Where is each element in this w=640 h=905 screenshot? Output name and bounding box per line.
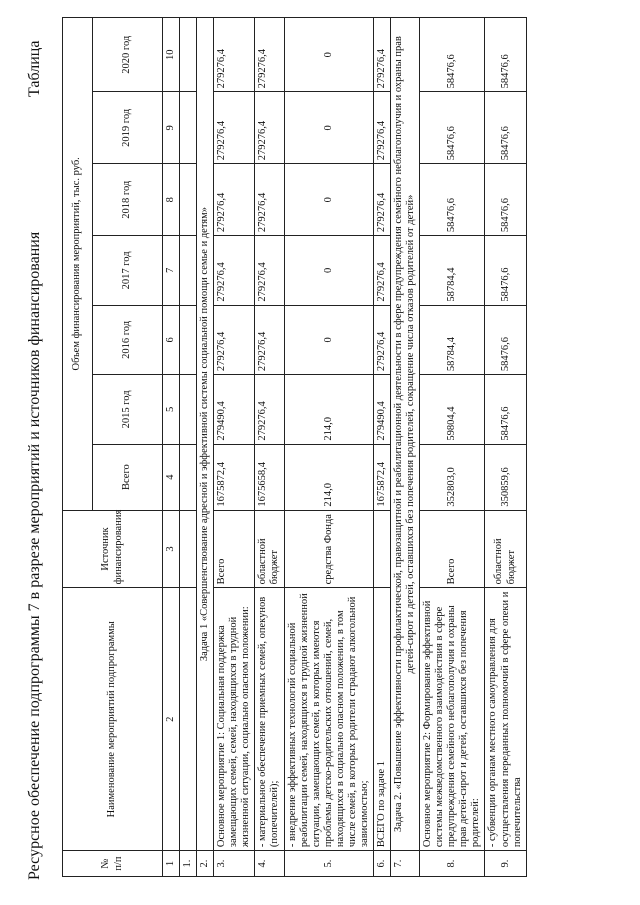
row-value: 0 xyxy=(284,236,373,306)
column-number: 8 xyxy=(163,164,180,236)
column-number: 5 xyxy=(163,375,180,445)
row-number: 7. xyxy=(391,851,420,877)
row-value: 58784,4 xyxy=(420,236,485,306)
column-number: 3 xyxy=(163,510,180,588)
col-header-year: 2018 год xyxy=(93,164,163,236)
row-value: 0 xyxy=(284,92,373,164)
document-title: Ресурсное обеспечение подпрограммы 7 в разрезе мероприятий и источников финансирования xyxy=(26,231,43,880)
row-value xyxy=(180,375,197,445)
row-value: 58476,6 xyxy=(485,92,526,164)
table-caption: Таблица xyxy=(26,40,43,97)
row-total: 350859,6 xyxy=(485,444,526,510)
row-name: - внедрение эффективных технологий социальной реабилитации семей, находящихся в трудной жизненной ситуации, замещающих семей, в которых имеются проблемы детско-родительских отношений, семей, находящихся в социально опасном положении, в том числе семей, в которых родители страдают алкогольной зависимостью; xyxy=(284,588,373,851)
row-value: 0 xyxy=(284,164,373,236)
col-header-source: Источник финансирования xyxy=(63,510,163,588)
column-number: 2 xyxy=(163,588,180,851)
row-value: 59804,4 xyxy=(420,375,485,445)
row-value: 58476,6 xyxy=(485,236,526,306)
row-value: 279276,4 xyxy=(373,236,390,306)
row-value: 58476,6 xyxy=(420,164,485,236)
col-header-name: Наименование мероприятий подпрограммы xyxy=(63,588,163,851)
row-value: 279276,4 xyxy=(255,92,284,164)
row-number: 9. xyxy=(485,851,526,877)
row-value: 279276,4 xyxy=(255,305,284,375)
row-value: 58476,6 xyxy=(485,305,526,375)
row-number: 2. xyxy=(197,851,214,877)
row-name: - материальное обеспечение приемных семей, опекунов (попечителей); xyxy=(255,588,284,851)
header-row-1 xyxy=(63,18,93,877)
row-number: 1. xyxy=(180,851,197,877)
row-value: 279276,4 xyxy=(214,236,255,306)
task-heading: Задача 2. «Повышение эффективности профилактической, правозащитной и реабилитационной деятельности в сфере предупреждения семейного неблагополучия и охраны прав детей-сирот и детей, оставшихся без попечения родителей, сокращение числа отказов родителей от детей» xyxy=(391,18,420,851)
table-row xyxy=(420,18,485,877)
row-number: 6. xyxy=(373,851,390,877)
row-value xyxy=(180,164,197,236)
column-number: 9 xyxy=(163,92,180,164)
row-total: 352803,0 xyxy=(420,444,485,510)
row-source: Всего xyxy=(420,510,485,588)
row-total: 1675872,4 xyxy=(373,444,390,510)
row-number: 4. xyxy=(255,851,284,877)
column-number: 4 xyxy=(163,444,180,510)
col-header-year: 2015 год xyxy=(93,375,163,445)
row-value: 279276,4 xyxy=(255,164,284,236)
col-header-year: 2020 год xyxy=(93,18,163,92)
row-source: Всего xyxy=(214,510,255,588)
row-source: областной бюджет xyxy=(255,510,284,588)
row-value: 279490,4 xyxy=(373,375,390,445)
row-value: 0 xyxy=(284,305,373,375)
row-total xyxy=(180,444,197,510)
task-row xyxy=(391,18,420,877)
row-value: 58476,6 xyxy=(420,18,485,92)
row-total: 214,0 xyxy=(284,444,373,510)
row-source xyxy=(373,510,390,588)
row-value: 279276,4 xyxy=(255,375,284,445)
table-row xyxy=(180,18,197,877)
table-row xyxy=(255,18,284,877)
row-value: 279276,4 xyxy=(214,18,255,92)
col-header-year: 2017 год xyxy=(93,236,163,306)
funding-table xyxy=(62,17,527,877)
col-header-year: 2016 год xyxy=(93,305,163,375)
row-value: 214,0 xyxy=(284,375,373,445)
row-number: 5. xyxy=(284,851,373,877)
row-value: 58476,6 xyxy=(485,18,526,92)
row-value: 279276,4 xyxy=(373,92,390,164)
table-row xyxy=(485,18,526,877)
table-row xyxy=(373,18,390,877)
row-name xyxy=(180,588,197,851)
column-number: 1 xyxy=(163,851,180,877)
column-number: 6 xyxy=(163,305,180,375)
row-value: 279276,4 xyxy=(214,92,255,164)
row-value: 279276,4 xyxy=(255,236,284,306)
row-value: 0 xyxy=(284,18,373,92)
row-value: 58476,6 xyxy=(485,375,526,445)
column-numbers-row xyxy=(163,18,180,877)
row-total: 1675872,4 xyxy=(214,444,255,510)
row-source: областной бюджет xyxy=(485,510,526,588)
task-row xyxy=(197,18,214,877)
row-total: 1675658,4 xyxy=(255,444,284,510)
row-value: 58784,4 xyxy=(420,305,485,375)
col-header-number: № п/п xyxy=(63,851,163,877)
row-name: - субвенции органам местного самоуправления для осуществления переданных полномочий в сфере опеки и попечительства xyxy=(485,588,526,851)
row-source xyxy=(180,510,197,588)
col-header-year: 2019 год xyxy=(93,92,163,164)
row-value: 58476,6 xyxy=(420,92,485,164)
row-value: 58476,6 xyxy=(485,164,526,236)
table-row xyxy=(284,18,373,877)
row-value xyxy=(180,236,197,306)
row-value: 279276,4 xyxy=(255,18,284,92)
document-header xyxy=(0,0,70,905)
row-source: средства Фонда xyxy=(284,510,373,588)
row-name: ВСЕГО по задаче 1 xyxy=(373,588,390,851)
row-name: Основное мероприятие 1: Социальная поддержка замещающих семей, семей, находящихся в трудной жизненной ситуации, социально опасном положении: xyxy=(214,588,255,851)
col-header-volume: Объем финансирования мероприятий, тыс. руб. xyxy=(63,18,93,511)
task-heading: Задача 1 «Совершенствование адресной и эффективной системы социальной помощи семье и детям» xyxy=(197,18,214,851)
row-value xyxy=(180,18,197,92)
row-value xyxy=(180,305,197,375)
row-value xyxy=(180,92,197,164)
row-value: 279276,4 xyxy=(373,305,390,375)
row-number: 3. xyxy=(214,851,255,877)
row-value: 279276,4 xyxy=(373,18,390,92)
column-number: 7 xyxy=(163,236,180,306)
row-name: Основное мероприятие 2: Формирование эффективной системы межведомственного взаимодействия в сфере предупреждения семейного неблагополучия и охраны прав детей-сирот и детей, оставшихся без попечения родителей: xyxy=(420,588,485,851)
column-number: 10 xyxy=(163,18,180,92)
row-number: 8. xyxy=(420,851,485,877)
row-value: 279276,4 xyxy=(214,164,255,236)
row-value: 279276,4 xyxy=(214,305,255,375)
row-value: 279276,4 xyxy=(373,164,390,236)
col-header-total: Всего xyxy=(93,444,163,510)
row-value: 279490,4 xyxy=(214,375,255,445)
table-row xyxy=(214,18,255,877)
